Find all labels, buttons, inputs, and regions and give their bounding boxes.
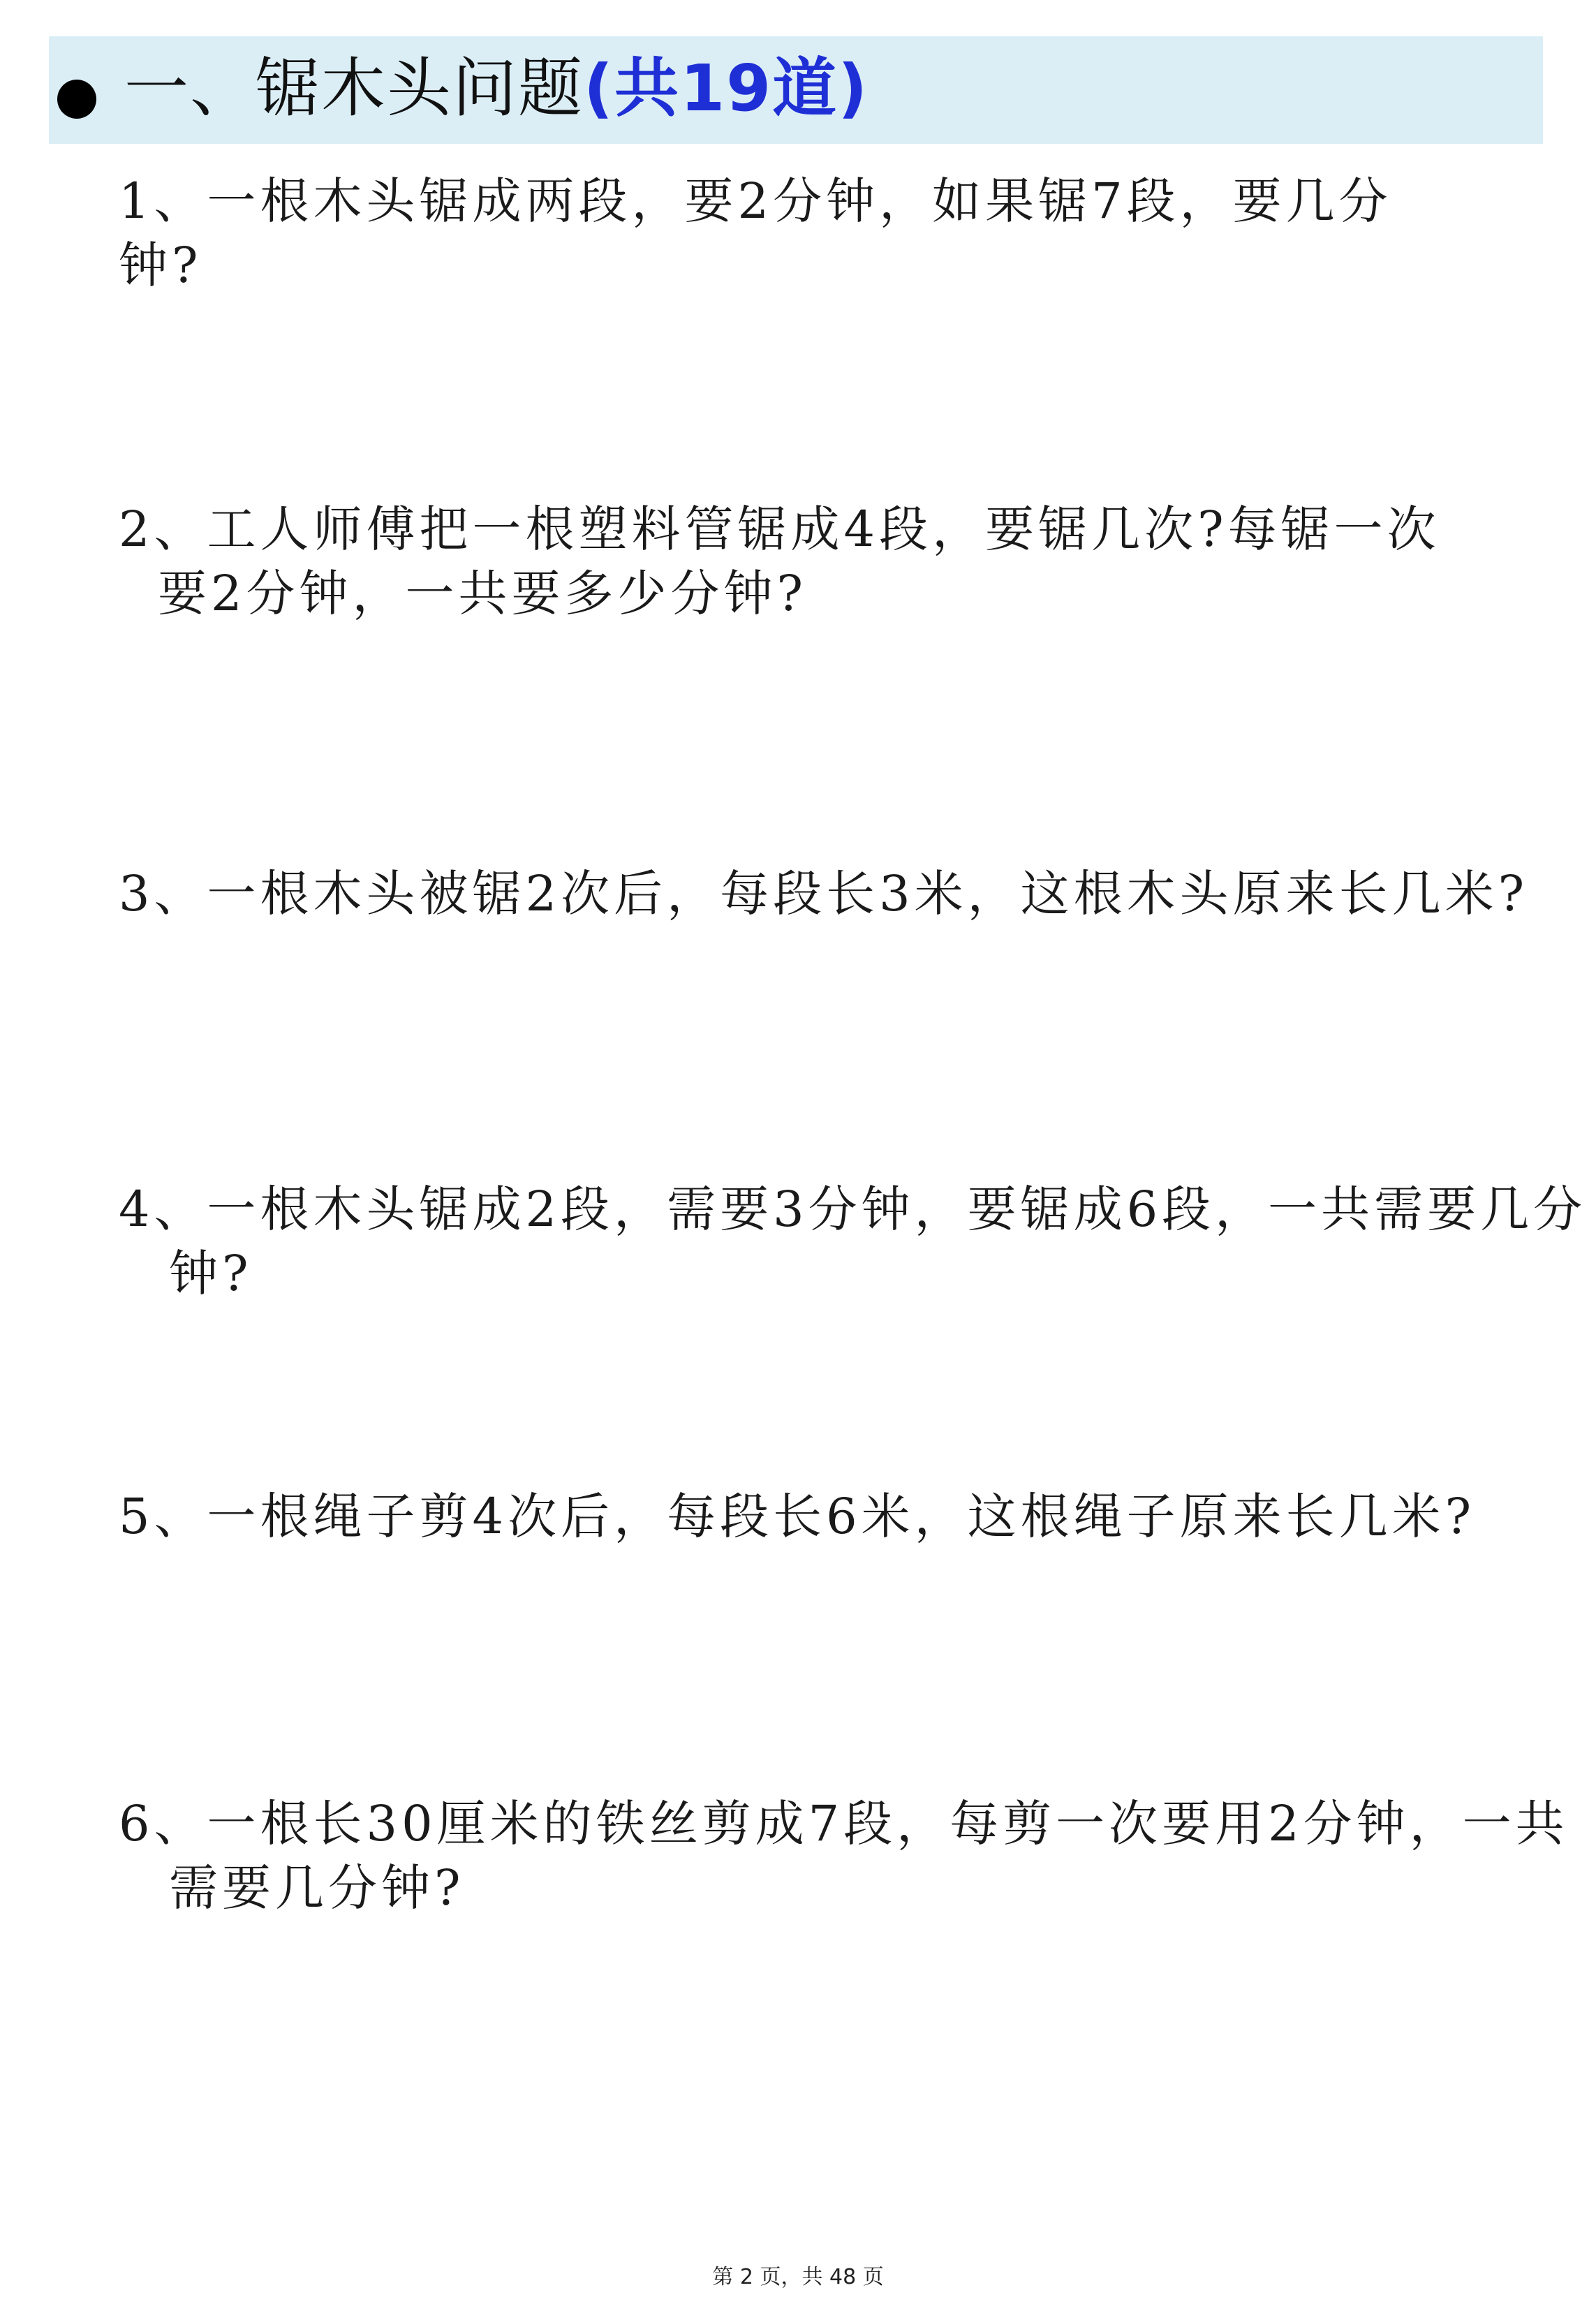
problem-5 [119, 1484, 1475, 1549]
problem-6-line-1: 6、一根长30厘米的铁丝剪成7段，每剪一次要用2分钟，一共 [119, 1795, 1569, 1852]
problem-2-line-1: 2、工人师傅把一根塑料管锯成4段，要锯几次?每锯一次 [119, 501, 1440, 558]
problem-count: (共19道) [584, 51, 869, 126]
problem-3 [119, 862, 1528, 926]
problem-1-line-2: 钟? [119, 237, 202, 294]
problem-3-line-1: 3、一根木头被锯2次后，每段长3米，这根木头原来长几米? [119, 865, 1529, 922]
problem-2-line-2: 要2分钟，一共要多少分钟? [158, 565, 808, 622]
problem-5-line-1: 5、一根绳子剪4次后，每段长6米，这根绳子原来长几米? [119, 1488, 1476, 1545]
problem-4-line-2: 钟? [169, 1245, 253, 1302]
problem-4-line-1: 4、一根木头锯成2段，需要3分钟，要锯成6段，一共需要几分 [119, 1181, 1587, 1238]
problem-2 [119, 497, 1440, 626]
problem-6-line-2: 需要几分钟? [169, 1859, 465, 1917]
problem-1-line-1: 1、一根木头锯成两段，要2分钟，如果锯7段，要几分 [119, 172, 1392, 230]
section-title [124, 50, 869, 127]
section-title-text: 一、锯木头问题 [124, 51, 584, 126]
problem-4 [119, 1177, 1586, 1306]
bullet-icon [57, 80, 96, 119]
page-number: 第 2 页，共 48 页 [712, 2265, 884, 2289]
problem-1 [119, 169, 1392, 297]
problem-6 [119, 1792, 1569, 1920]
